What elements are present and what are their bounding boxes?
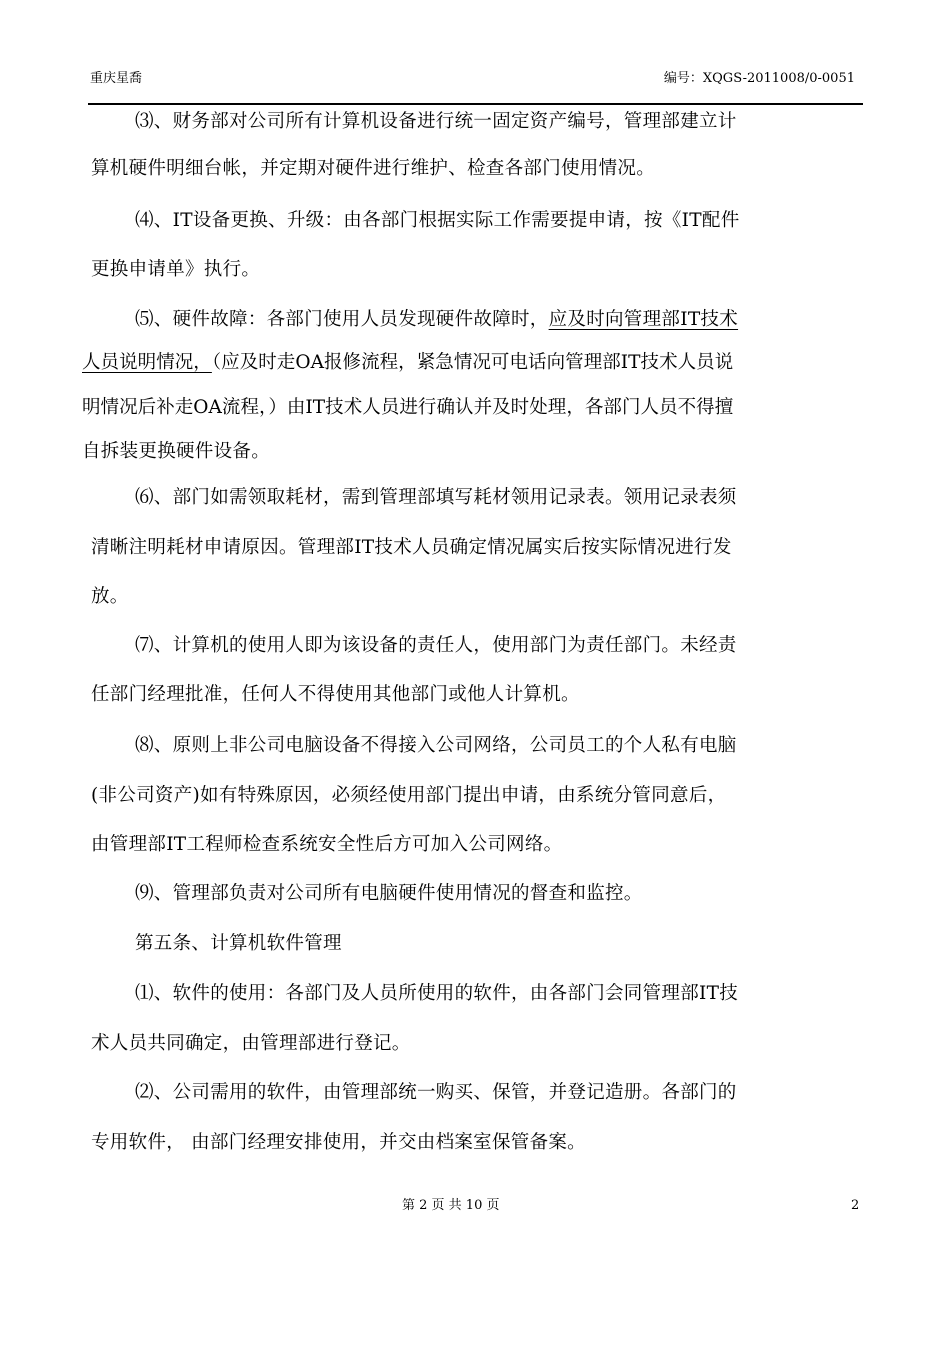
paragraph-3-line-1: ⑶、财务部对公司所有计算机设备进行统一固定资产编号，管理部建立计 bbox=[135, 111, 737, 132]
footer-page-number: 2 bbox=[851, 1198, 860, 1213]
paragraph-5-line-1 bbox=[135, 305, 738, 335]
paragraph-8-line-2: (非公司资产)如有特殊原因，必须经使用部门提出申请，由系统分管同意后， bbox=[91, 785, 727, 806]
paragraph-5-line-2-text: （应及时走OA报修流程，紧急情况可电话向管理部IT技术人员说 bbox=[211, 352, 734, 373]
software-1-line-2: 术人员共同确定，由管理部进行登记。 bbox=[91, 1033, 411, 1054]
paragraph-6-line-1: ⑹、部门如需领取耗材，需到管理部填写耗材领用记录表。领用记录表须 bbox=[135, 487, 737, 508]
paragraph-5-line-1-underlined: 应及时向管理部IT技术 bbox=[548, 309, 739, 330]
paragraph-7-line-1: ⑺、计算机的使用人即为该设备的责任人，使用部门为责任部门。未经责 bbox=[135, 635, 737, 656]
paragraph-5-line-2 bbox=[82, 348, 733, 378]
footer-page-of: 第 2 页 共 10 页 bbox=[402, 1198, 500, 1213]
software-1-line-1: ⑴、软件的使用：各部门及人员所使用的软件，由各部门会同管理部IT技 bbox=[135, 983, 739, 1004]
software-2-line-1: ⑵、公司需用的软件，由管理部统一购买、保管，并登记造册。各部门的 bbox=[135, 1082, 737, 1103]
paragraph-3-line-2: 算机硬件明细台帐，并定期对硬件进行维护、检查各部门使用情况。 bbox=[91, 158, 656, 179]
paragraph-5-line-3: 明情况后补走OA流程，）由IT技术人员进行确认并及时处理，各部门人员不得擅 bbox=[82, 397, 734, 418]
paragraph-8-line-1: ⑻、原则上非公司电脑设备不得接入公司网络，公司员工的个人私有电脑 bbox=[135, 735, 737, 756]
article-5-heading: 第五条、计算机软件管理 bbox=[135, 933, 342, 954]
paragraph-9-line-1: ⑼、管理部负责对公司所有电脑硬件使用情况的督查和监控。 bbox=[135, 883, 643, 904]
paragraph-4-line-2: 更换申请单》执行。 bbox=[91, 259, 261, 280]
header-rule bbox=[88, 103, 863, 105]
paragraph-5-line-4: 自拆装更换硬件设备。 bbox=[82, 441, 271, 462]
paragraph-7-line-2: 任部门经理批准，任何人不得使用其他部门或他人计算机。 bbox=[91, 684, 580, 705]
software-2-line-2: 专用软件， 由部门经理安排使用，并交由档案室保管备案。 bbox=[91, 1132, 586, 1153]
paragraph-4-line-1: ⑷、IT设备更换、升级：由各部门根据实际工作需要提申请，按《IT配件 bbox=[135, 210, 740, 231]
paragraph-6-line-3: 放。 bbox=[91, 586, 129, 607]
header-company: 重庆星喬 bbox=[90, 71, 143, 86]
paragraph-5-line-1-text: ⑸、硬件故障：各部门使用人员发现硬件故障时， bbox=[135, 309, 549, 330]
paragraph-8-line-3: 由管理部IT工程师检查系统安全性后方可加入公司网络。 bbox=[91, 834, 563, 855]
paragraph-6-line-2: 清晰注明耗材申请原因。管理部IT技术人员确定情况属实后按实际情况进行发 bbox=[91, 537, 732, 558]
header-doc-number: 编号：XQGS-2011008/0-0051 bbox=[663, 71, 855, 86]
paragraph-5-line-2-underlined: 人员说明情况， bbox=[82, 352, 212, 373]
